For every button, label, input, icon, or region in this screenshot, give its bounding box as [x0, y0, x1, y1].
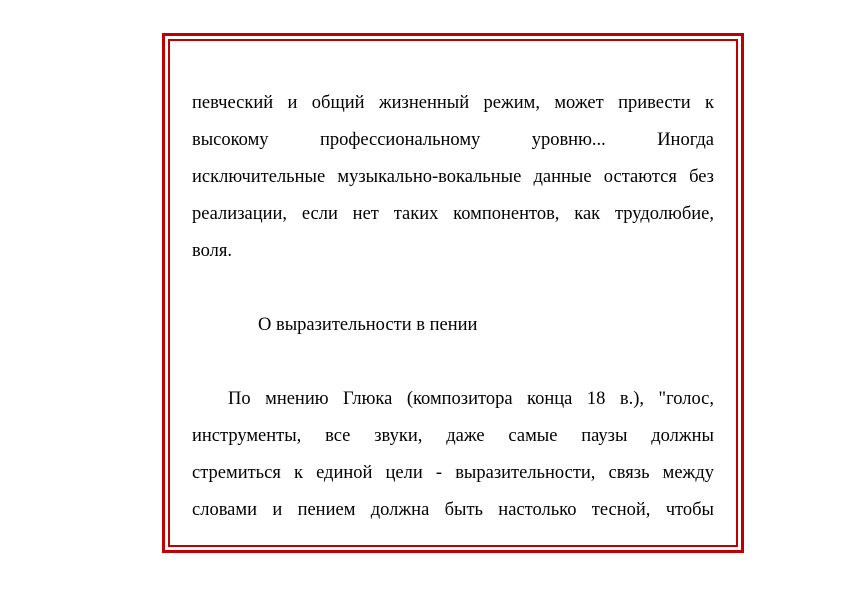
section-heading: О выразительности в пении	[258, 315, 478, 335]
paragraph-line: высокому профессиональному уровню... Иногда	[192, 130, 714, 150]
paragraph-line: инструменты, все звуки, даже самые паузы должны	[192, 426, 714, 446]
paragraph-line: По мнению Глюка (композитора конца 18 в.), "голос,	[228, 389, 714, 409]
paragraph-line: реализации, если нет таких компонентов, как трудолюбие,	[192, 204, 714, 224]
paragraph-line: словами и пением должна быть настолько тесной, чтобы	[192, 500, 714, 520]
paragraph-line: исключительные музыкально-вокальные данные остаются без	[192, 167, 714, 187]
blank-line	[192, 344, 714, 381]
document-body	[192, 85, 714, 529]
paragraph-line: певческий и общий жизненный режим, может привести к	[192, 93, 714, 113]
paragraph-line: стремиться к единой цели - выразительности, связь между	[192, 463, 714, 483]
paragraph-line: воля.	[192, 241, 232, 261]
blank-line	[192, 270, 714, 307]
